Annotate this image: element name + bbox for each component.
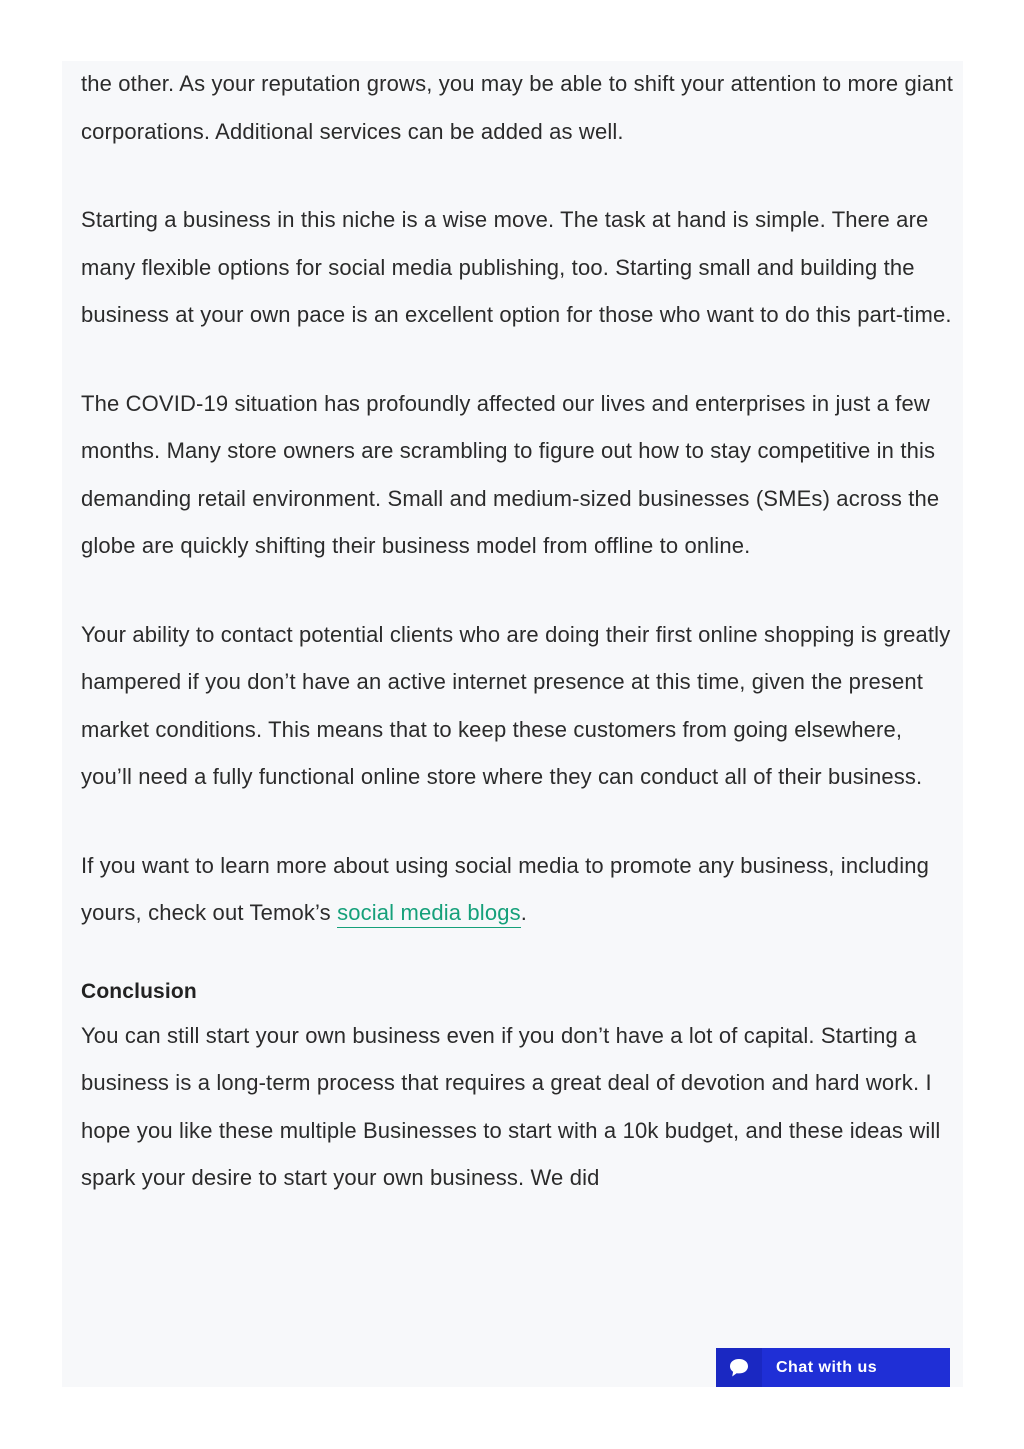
chat-label: Chat with us [776, 1358, 878, 1376]
paragraph-3: The COVID-19 situation has profoundly affected our lives and enterprises in just a few months. Many store owners are scrambling to figure out how to stay competitive in this demanding retail environment. Small and medium-sized businesses (SMEs) across the globe are quickly shifting their business model from offline to online. [81, 390, 940, 558]
paragraph-2: Starting a business in this niche is a wise move. The task at hand is simple. There are many flexible options for social media publishing, too. Starting small and building the business at your own pace is an excellent option for those who want to do this part-time. [81, 207, 952, 327]
paragraph-5-text: If you want to learn more about using social media to promote any business, including yours, check out Temok’s [81, 852, 929, 925]
paragraph-5-end: . [520, 900, 528, 925]
article-body [81, 61, 953, 1243]
paragraph-5 [81, 842, 953, 937]
paragraph-6: You can still start your own business even if you don’t have a lot of capital. Starting a business is a long-term process that requires a great deal of devotion and hard work. I hope you like these multiple Businesses to start with a 10k budget, and these ideas will spark your desire to start your own business. We did [81, 1022, 941, 1190]
chat-widget-button[interactable] [716, 1348, 950, 1387]
article-card [62, 61, 963, 1387]
paragraph-4: Your ability to contact potential clients who are doing their first online shopping is greatly hampered if you don’t have an active internet presence at this time, given the present market conditions. This means that to keep these customers from going elsewhere, you’ll need a fully functional online store where they can conduct all of their business. [81, 621, 951, 789]
conclusion-heading: Conclusion [81, 979, 197, 1003]
paragraph-1: the other. As your reputation grows, you may be able to shift your attention to more giant corporations. Additional services can be added as well. [81, 71, 953, 144]
chat-icon-box [716, 1348, 762, 1387]
social-media-blogs-link[interactable]: social media blogs [337, 900, 521, 928]
chat-bubble-icon [728, 1357, 750, 1379]
